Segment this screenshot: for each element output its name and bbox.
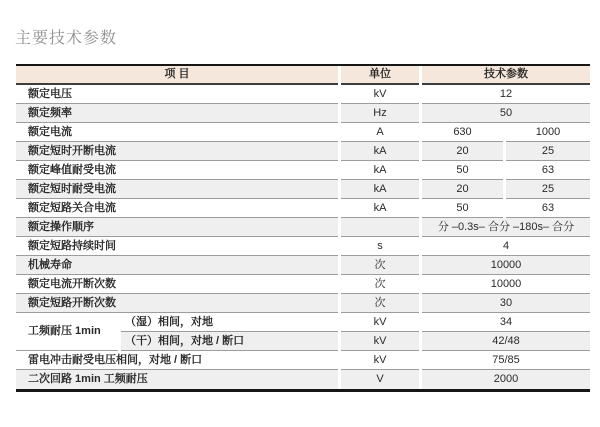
cell-unit: kV	[341, 332, 419, 351]
col-header-item: 项 目	[16, 66, 338, 85]
cell-value: 2000	[422, 370, 590, 389]
cell-unit: kA	[341, 180, 419, 199]
cell-item: 额定短时开断电流	[16, 142, 338, 161]
cell-value: 30	[422, 294, 590, 313]
cell-sub-item: （干）相间，对地 / 断口	[121, 332, 338, 351]
cell-value: 12	[422, 85, 590, 104]
cell-item: 二次回路 1min 工频耐压	[16, 370, 338, 389]
cell-item: 额定电压	[16, 85, 338, 104]
cell-unit: Hz	[341, 104, 419, 123]
cell-item: 机械寿命	[16, 256, 338, 275]
cell-value-1: 50	[422, 199, 503, 218]
cell-value-1: 630	[422, 123, 503, 142]
page-title: 主要技术参数	[15, 30, 118, 47]
cell-unit	[341, 218, 419, 237]
cell-value-2: 63	[506, 161, 590, 180]
cell-item: 额定短路开断次数	[16, 294, 338, 313]
cell-unit: 次	[341, 275, 419, 294]
cell-value-1: 20	[422, 180, 503, 199]
cell-unit: kA	[341, 199, 419, 218]
cell-value-2: 25	[506, 180, 590, 199]
cell-item: 额定短路关合电流	[16, 199, 338, 218]
cell-value-1: 50	[422, 161, 503, 180]
cell-value: 42/48	[422, 332, 590, 351]
cell-item: 额定电流	[16, 123, 338, 142]
cell-group-label: 工频耐压 1min	[16, 313, 118, 351]
cell-value-2: 1000	[506, 123, 590, 142]
cell-unit: kV	[341, 313, 419, 332]
cell-value: 10000	[422, 275, 590, 294]
cell-unit: kA	[341, 142, 419, 161]
cell-item: 额定操作顺序	[16, 218, 338, 237]
cell-item: 额定短路持续时间	[16, 237, 338, 256]
cell-value: 10000	[422, 256, 590, 275]
cell-value: 50	[422, 104, 590, 123]
cell-item: 额定短时耐受电流	[16, 180, 338, 199]
cell-value-2: 25	[506, 142, 590, 161]
cell-item: 额定频率	[16, 104, 338, 123]
cell-unit: kV	[341, 85, 419, 104]
col-header-unit: 单位	[341, 66, 419, 85]
tech-params-grid	[16, 64, 590, 392]
cell-item: 额定电流开断次数	[16, 275, 338, 294]
cell-unit: kV	[341, 351, 419, 370]
cell-unit: 次	[341, 256, 419, 275]
cell-item: 额定峰值耐受电流	[16, 161, 338, 180]
cell-value: 分 –0.3s– 合分 –180s– 合分	[422, 218, 590, 237]
cell-value: 34	[422, 313, 590, 332]
cell-unit: V	[341, 370, 419, 389]
cell-item: 雷电冲击耐受电压相间，对地 / 断口	[16, 351, 338, 370]
cell-unit: A	[341, 123, 419, 142]
cell-value: 75/85	[422, 351, 590, 370]
tech-params-table	[16, 64, 590, 392]
cell-unit: s	[341, 237, 419, 256]
cell-unit: kA	[341, 161, 419, 180]
cell-value-1: 20	[422, 142, 503, 161]
cell-value: 4	[422, 237, 590, 256]
cell-unit: 次	[341, 294, 419, 313]
cell-sub-item: （湿）相间，对地	[121, 313, 338, 332]
cell-value-2: 63	[506, 199, 590, 218]
col-header-params: 技术参数	[422, 66, 590, 85]
